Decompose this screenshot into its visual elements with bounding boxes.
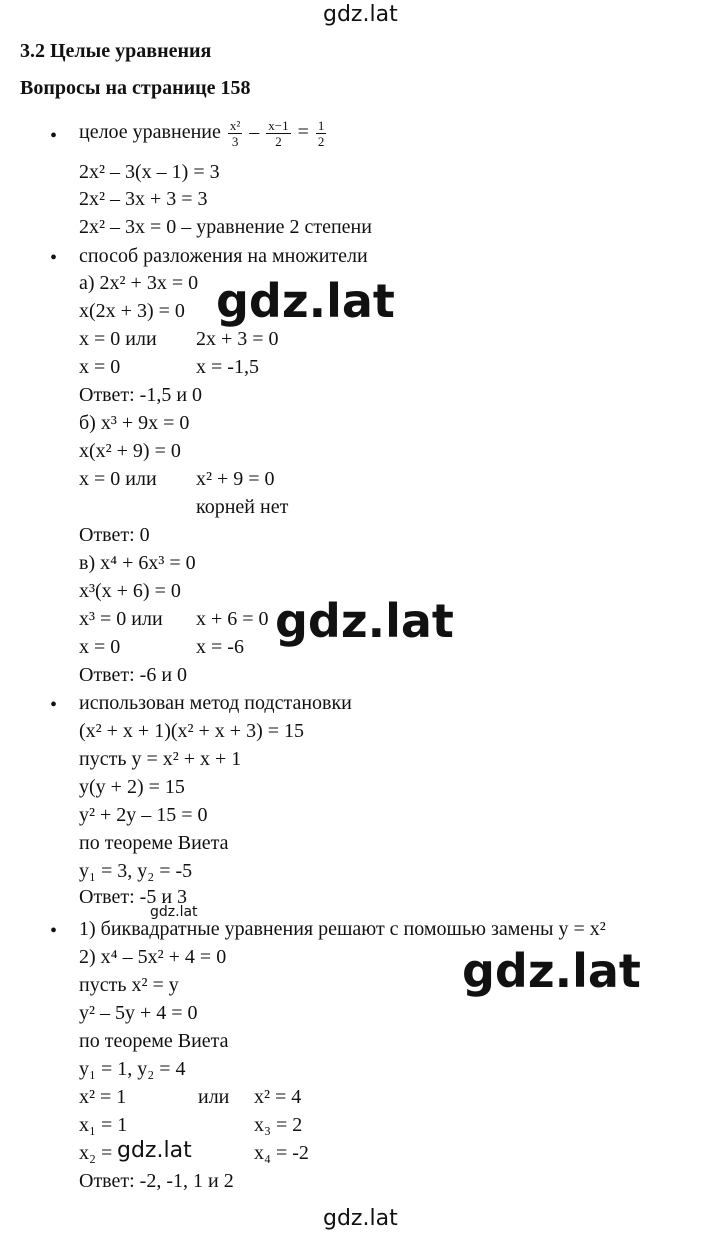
fraction-2 xyxy=(266,118,290,149)
fraction-3 xyxy=(316,118,327,149)
b4-line-8a: x₁ = 1 xyxy=(79,1114,128,1136)
b4-line-2: 2) x⁴ – 5x² + 4 = 0 xyxy=(79,946,227,968)
b4-line-8b: x₃ = 2 xyxy=(254,1114,303,1136)
b3-line-6: по теореме Виета xyxy=(79,832,229,854)
b2-b3a: x = 0 или xyxy=(79,468,157,490)
b4-line-9a: x₂ = xyxy=(79,1142,113,1164)
b4-line-4: y² – 5y + 4 = 0 xyxy=(79,1002,198,1024)
b4-line-9b: x₄ = -2 xyxy=(254,1142,309,1164)
fraction-3-den: 2 xyxy=(317,134,325,149)
minus-sign: – xyxy=(249,121,260,144)
b3-line-4: y(y + 2) = 15 xyxy=(79,776,185,798)
b2-c2: x³(x + 6) = 0 xyxy=(79,580,181,602)
fraction-1-den: 3 xyxy=(231,134,239,149)
b4-line-1: 1) биквадратные уравнения решают с помошью замены y = x² xyxy=(79,918,606,940)
b2-a4a: x = 0 xyxy=(79,356,121,378)
b4-line-3: пусть x² = y xyxy=(79,974,179,996)
b4-line-5: по теореме Виета xyxy=(79,1030,229,1052)
watermark-inline: gdz.lat xyxy=(117,1138,192,1163)
b2-a5: Ответ: -1,5 и 0 xyxy=(79,384,203,406)
watermark-mid-1: gdz.lat xyxy=(216,274,395,328)
b3-line-5: y² + 2y – 15 = 0 xyxy=(79,804,208,826)
equation-label: целое уравнение xyxy=(79,121,221,144)
watermark-small: gdz.lat xyxy=(150,904,198,920)
b2-c4a: x = 0 xyxy=(79,636,121,658)
b1-line-3: 2x² – 3x + 3 = 3 xyxy=(79,188,208,210)
b3-line-3: пусть y = x² + x + 1 xyxy=(79,748,242,770)
b2-a4b: x = -1,5 xyxy=(196,356,259,378)
b2-c4b: x = -6 xyxy=(196,636,244,658)
b1-line-4: 2x² – 3x = 0 – уравнение 2 степени xyxy=(79,216,372,238)
equation-line xyxy=(79,118,328,149)
b2-b2: x(x² + 9) = 0 xyxy=(79,440,181,462)
b3-line-7: y₁ = 3, y₂ = -5 xyxy=(79,860,193,882)
fraction-1-num: x² xyxy=(229,118,241,133)
bullet-4: • xyxy=(50,920,58,942)
bullet-1: • xyxy=(50,125,58,147)
b2-c3b: x + 6 = 0 xyxy=(196,608,269,630)
b2-a2: x(2x + 3) = 0 xyxy=(79,300,185,322)
section-title: 3.2 Целые уравнения xyxy=(20,40,212,62)
b3-line-8: Ответ: -5 и 3 xyxy=(79,886,188,908)
b2-c3a: x³ = 0 или xyxy=(79,608,163,630)
watermark-bottom: gdz.lat xyxy=(323,1206,398,1231)
b2-c1: в) x⁴ + 6x³ = 0 xyxy=(79,552,196,574)
watermark-top: gdz.lat xyxy=(323,2,398,27)
bullet-3: • xyxy=(50,694,58,716)
b3-line-2: (x² + x + 1)(x² + x + 3) = 15 xyxy=(79,720,305,742)
fraction-3-num: 1 xyxy=(317,118,325,133)
equals-sign: = xyxy=(297,121,309,144)
b4-line-7a: x² = 1 xyxy=(79,1086,127,1108)
b4-line-7-or: или xyxy=(198,1086,230,1108)
fraction-1 xyxy=(228,118,242,149)
b2-a3a: x = 0 или xyxy=(79,328,157,350)
b3-line-1: использован метод подстановки xyxy=(79,692,352,714)
fraction-2-num: x−1 xyxy=(268,118,289,133)
watermark-right: gdz.lat xyxy=(462,944,641,998)
bullet-2: • xyxy=(50,247,58,269)
b4-line-10: Ответ: -2, -1, 1 и 2 xyxy=(79,1170,234,1192)
b2-b4: корней нет xyxy=(196,496,289,518)
b2-a3b: 2x + 3 = 0 xyxy=(196,328,279,350)
b2-b5: Ответ: 0 xyxy=(79,524,150,546)
b2-b3b: x² + 9 = 0 xyxy=(196,468,275,490)
b4-line-6: y₁ = 1, y₂ = 4 xyxy=(79,1058,186,1080)
b2-b1: б) x³ + 9x = 0 xyxy=(79,412,190,434)
b2-c5: Ответ: -6 и 0 xyxy=(79,664,188,686)
b1-line-2: 2x² – 3(x – 1) = 3 xyxy=(79,161,220,183)
page-subtitle: Вопросы на странице 158 xyxy=(20,77,251,99)
b4-line-7b: x² = 4 xyxy=(254,1086,302,1108)
b2-line-1: способ разложения на множители xyxy=(79,245,368,267)
fraction-2-den: 2 xyxy=(275,134,282,149)
b2-a1: а) 2x² + 3x = 0 xyxy=(79,272,199,294)
watermark-mid-2: gdz.lat xyxy=(275,594,454,648)
